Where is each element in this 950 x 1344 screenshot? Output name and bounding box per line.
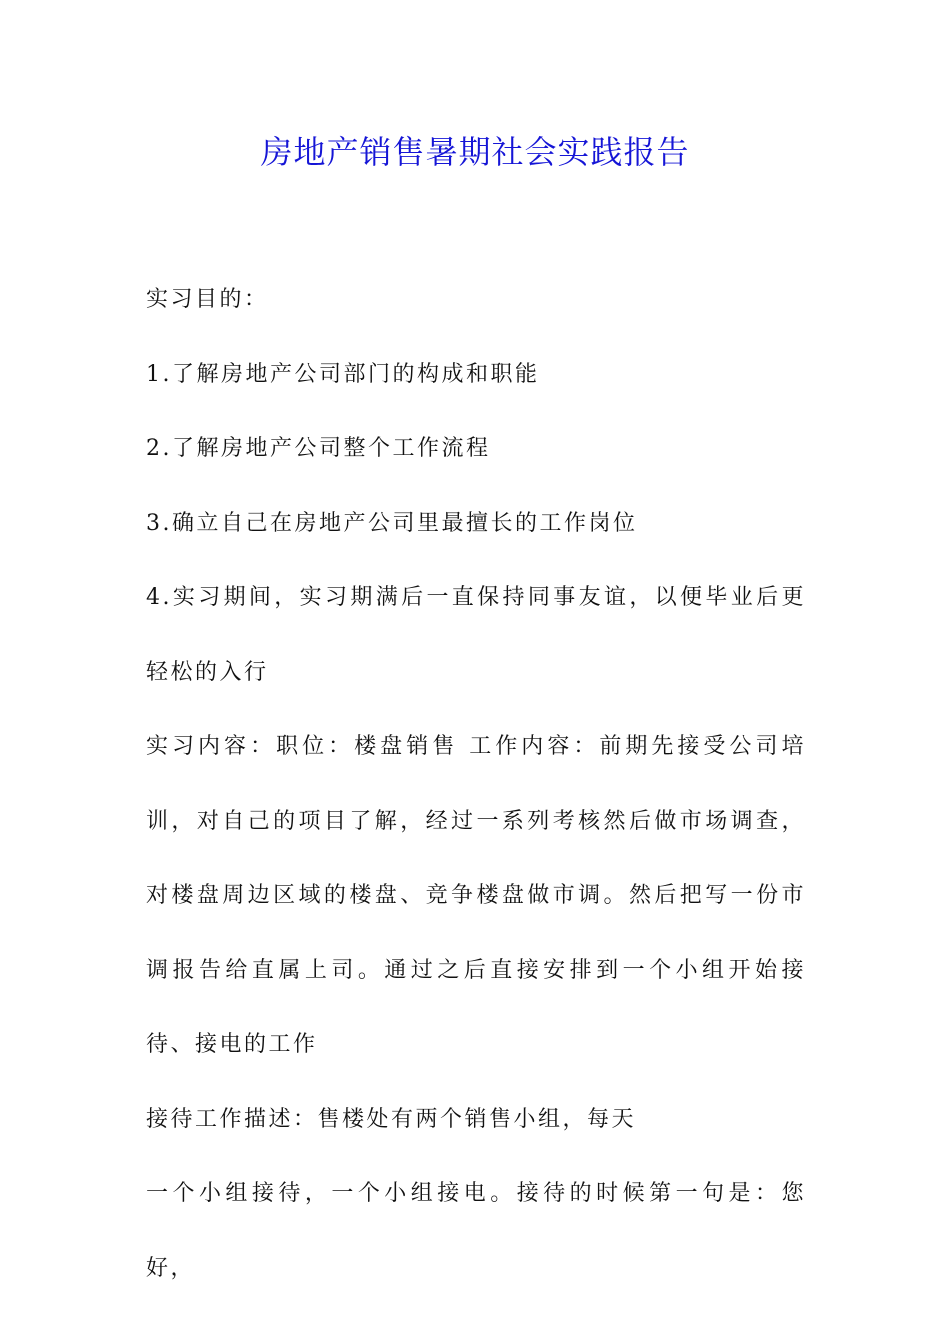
paragraph-purpose-heading: 实习目的： <box>146 287 269 312</box>
paragraph-purpose-4: 4.实习期间，实习期满后一直保持同事友谊，以便毕业后更轻松的入行 <box>146 585 806 685</box>
document-title: 房地产销售暑期社会实践报告 <box>260 133 690 171</box>
document-body <box>146 263 806 1306</box>
paragraph-reception-continued: 一个小组接待，一个小组接电。接待的时候第一句是：您好， <box>146 1181 806 1281</box>
paragraph-purpose-3: 3.确立自己在房地产公司里最擅长的工作岗位 <box>146 510 638 536</box>
paragraph-content: 实习内容：职位：楼盘销售 工作内容：前期先接受公司培训，对自己的项目了解，经过一系列考核然后做市场调查，对楼盘周边区域的楼盘、竞争楼盘做市调。然后把写一份市调报告给直属上司。通过之后直接安排到一个小组开始接待、接电的工作 <box>146 734 806 1057</box>
paragraph-purpose-1: 1.了解房地产公司部门的构成和职能 <box>146 361 540 387</box>
paragraph-reception-desc: 接待工作描述：售楼处有两个销售小组，每天 <box>146 1106 637 1132</box>
paragraph-purpose-2: 2.了解房地产公司整个工作流程 <box>146 436 491 461</box>
